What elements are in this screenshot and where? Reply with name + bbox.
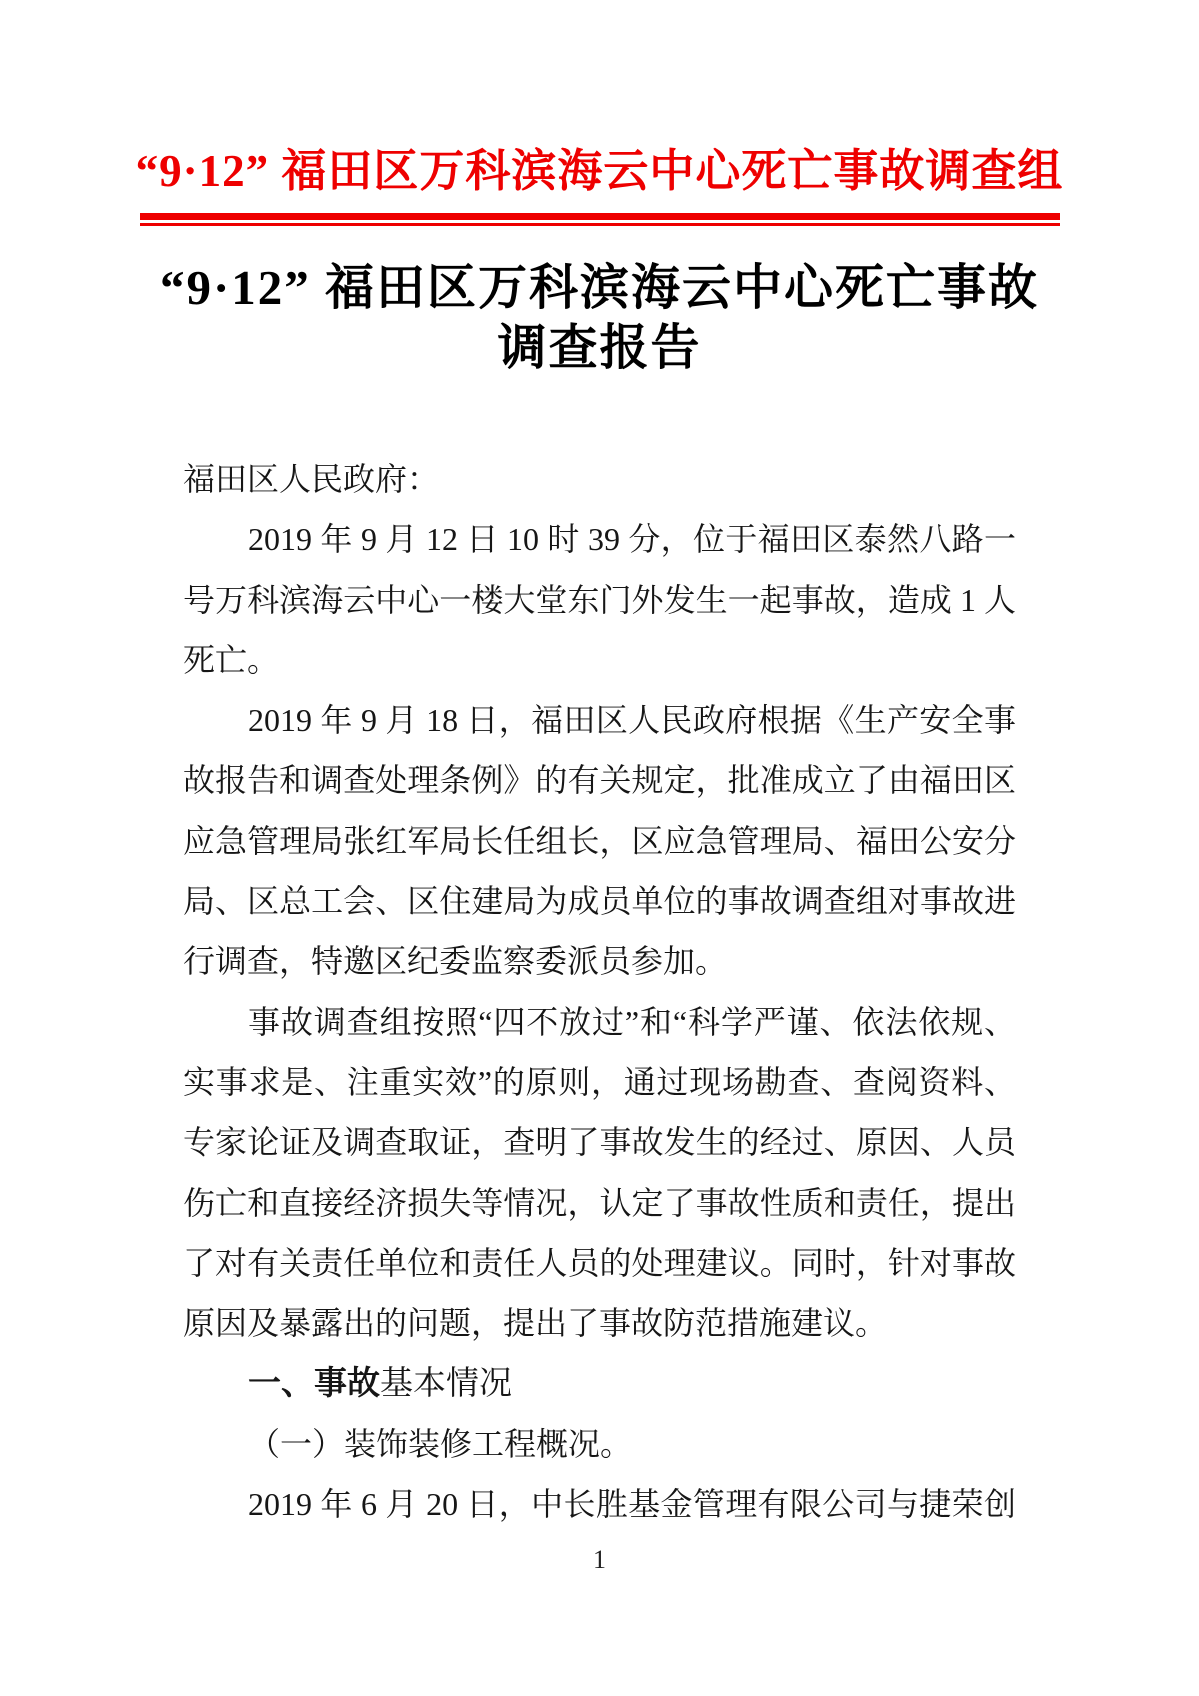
para-subsection-1: [183, 1414, 1016, 1474]
letterhead-rule-thin: [140, 223, 1060, 226]
letterhead-rule-thick: [140, 213, 1060, 220]
body-line: 事故调查组按照“四不放过”和“科学严谨、依法依规、: [248, 1003, 1016, 1040]
para-contract: [183, 1474, 1016, 1534]
heading-section-1: [183, 1353, 1016, 1413]
para-investigation-principles: [183, 992, 1016, 1354]
body-line: 死亡。: [183, 641, 280, 678]
heading-bold-part: 一、事故: [248, 1364, 380, 1402]
report-title-line-1: “9·12” 福田区万科滨海云中心死亡事故: [159, 260, 1040, 315]
body-line: 专家论证及调查取证，查明了事故发生的经过、原因、人员: [183, 1124, 1016, 1161]
page-number: 1: [593, 1545, 606, 1574]
report-title: [0, 258, 1199, 378]
body-line: 故报告和调查处理条例》的有关规定，批准成立了由福田区: [183, 762, 1016, 799]
body-line: 了对有关责任单位和责任人员的处理建议。同时，针对事故: [183, 1244, 1016, 1281]
body-line: 局、区总工会、区住建局为成员单位的事故调查组对事故进: [183, 883, 1016, 920]
body-line: 应急管理局张红军局长任组长，区应急管理局、福田公安分: [183, 822, 1016, 859]
body-line: 2019 年 9 月 18 日，福田区人民政府根据《生产安全事: [248, 702, 1016, 739]
para-incident-summary: [183, 509, 1016, 690]
body-line: 号万科滨海云中心一楼大堂东门外发生一起事故，造成 1 人: [183, 581, 1016, 618]
body-line: 伤亡和直接经济损失等情况，认定了事故性质和责任，提出: [183, 1184, 1016, 1221]
letterhead-org-name: “9·12” 福田区万科滨海云中心死亡事故调查组: [135, 146, 1064, 196]
body-line: 行调查，特邀区纪委监察委派员参加。: [183, 943, 728, 980]
body-line: 实事求是、注重实效”的原则，通过现场勘查、查阅资料、: [183, 1063, 1016, 1100]
body-line: 原因及暴露出的问题，提出了事故防范措施建议。: [183, 1305, 888, 1342]
heading-regular-part: 基本情况: [380, 1364, 512, 1402]
body-line: 2019 年 6 月 20 日，中长胜基金管理有限公司与捷荣创: [248, 1486, 1016, 1523]
para-investigation-team: [183, 690, 1016, 991]
body-line: （一）装饰装修工程概况。: [248, 1425, 633, 1462]
report-title-line-2: 调查报告: [497, 320, 702, 375]
salutation: [183, 449, 1016, 509]
body-line: 福田区人民政府：: [183, 461, 440, 497]
document-body: [183, 449, 1016, 1534]
body-line: 2019 年 9 月 12 日 10 时 39 分，位于福田区泰然八路一: [248, 521, 1016, 558]
